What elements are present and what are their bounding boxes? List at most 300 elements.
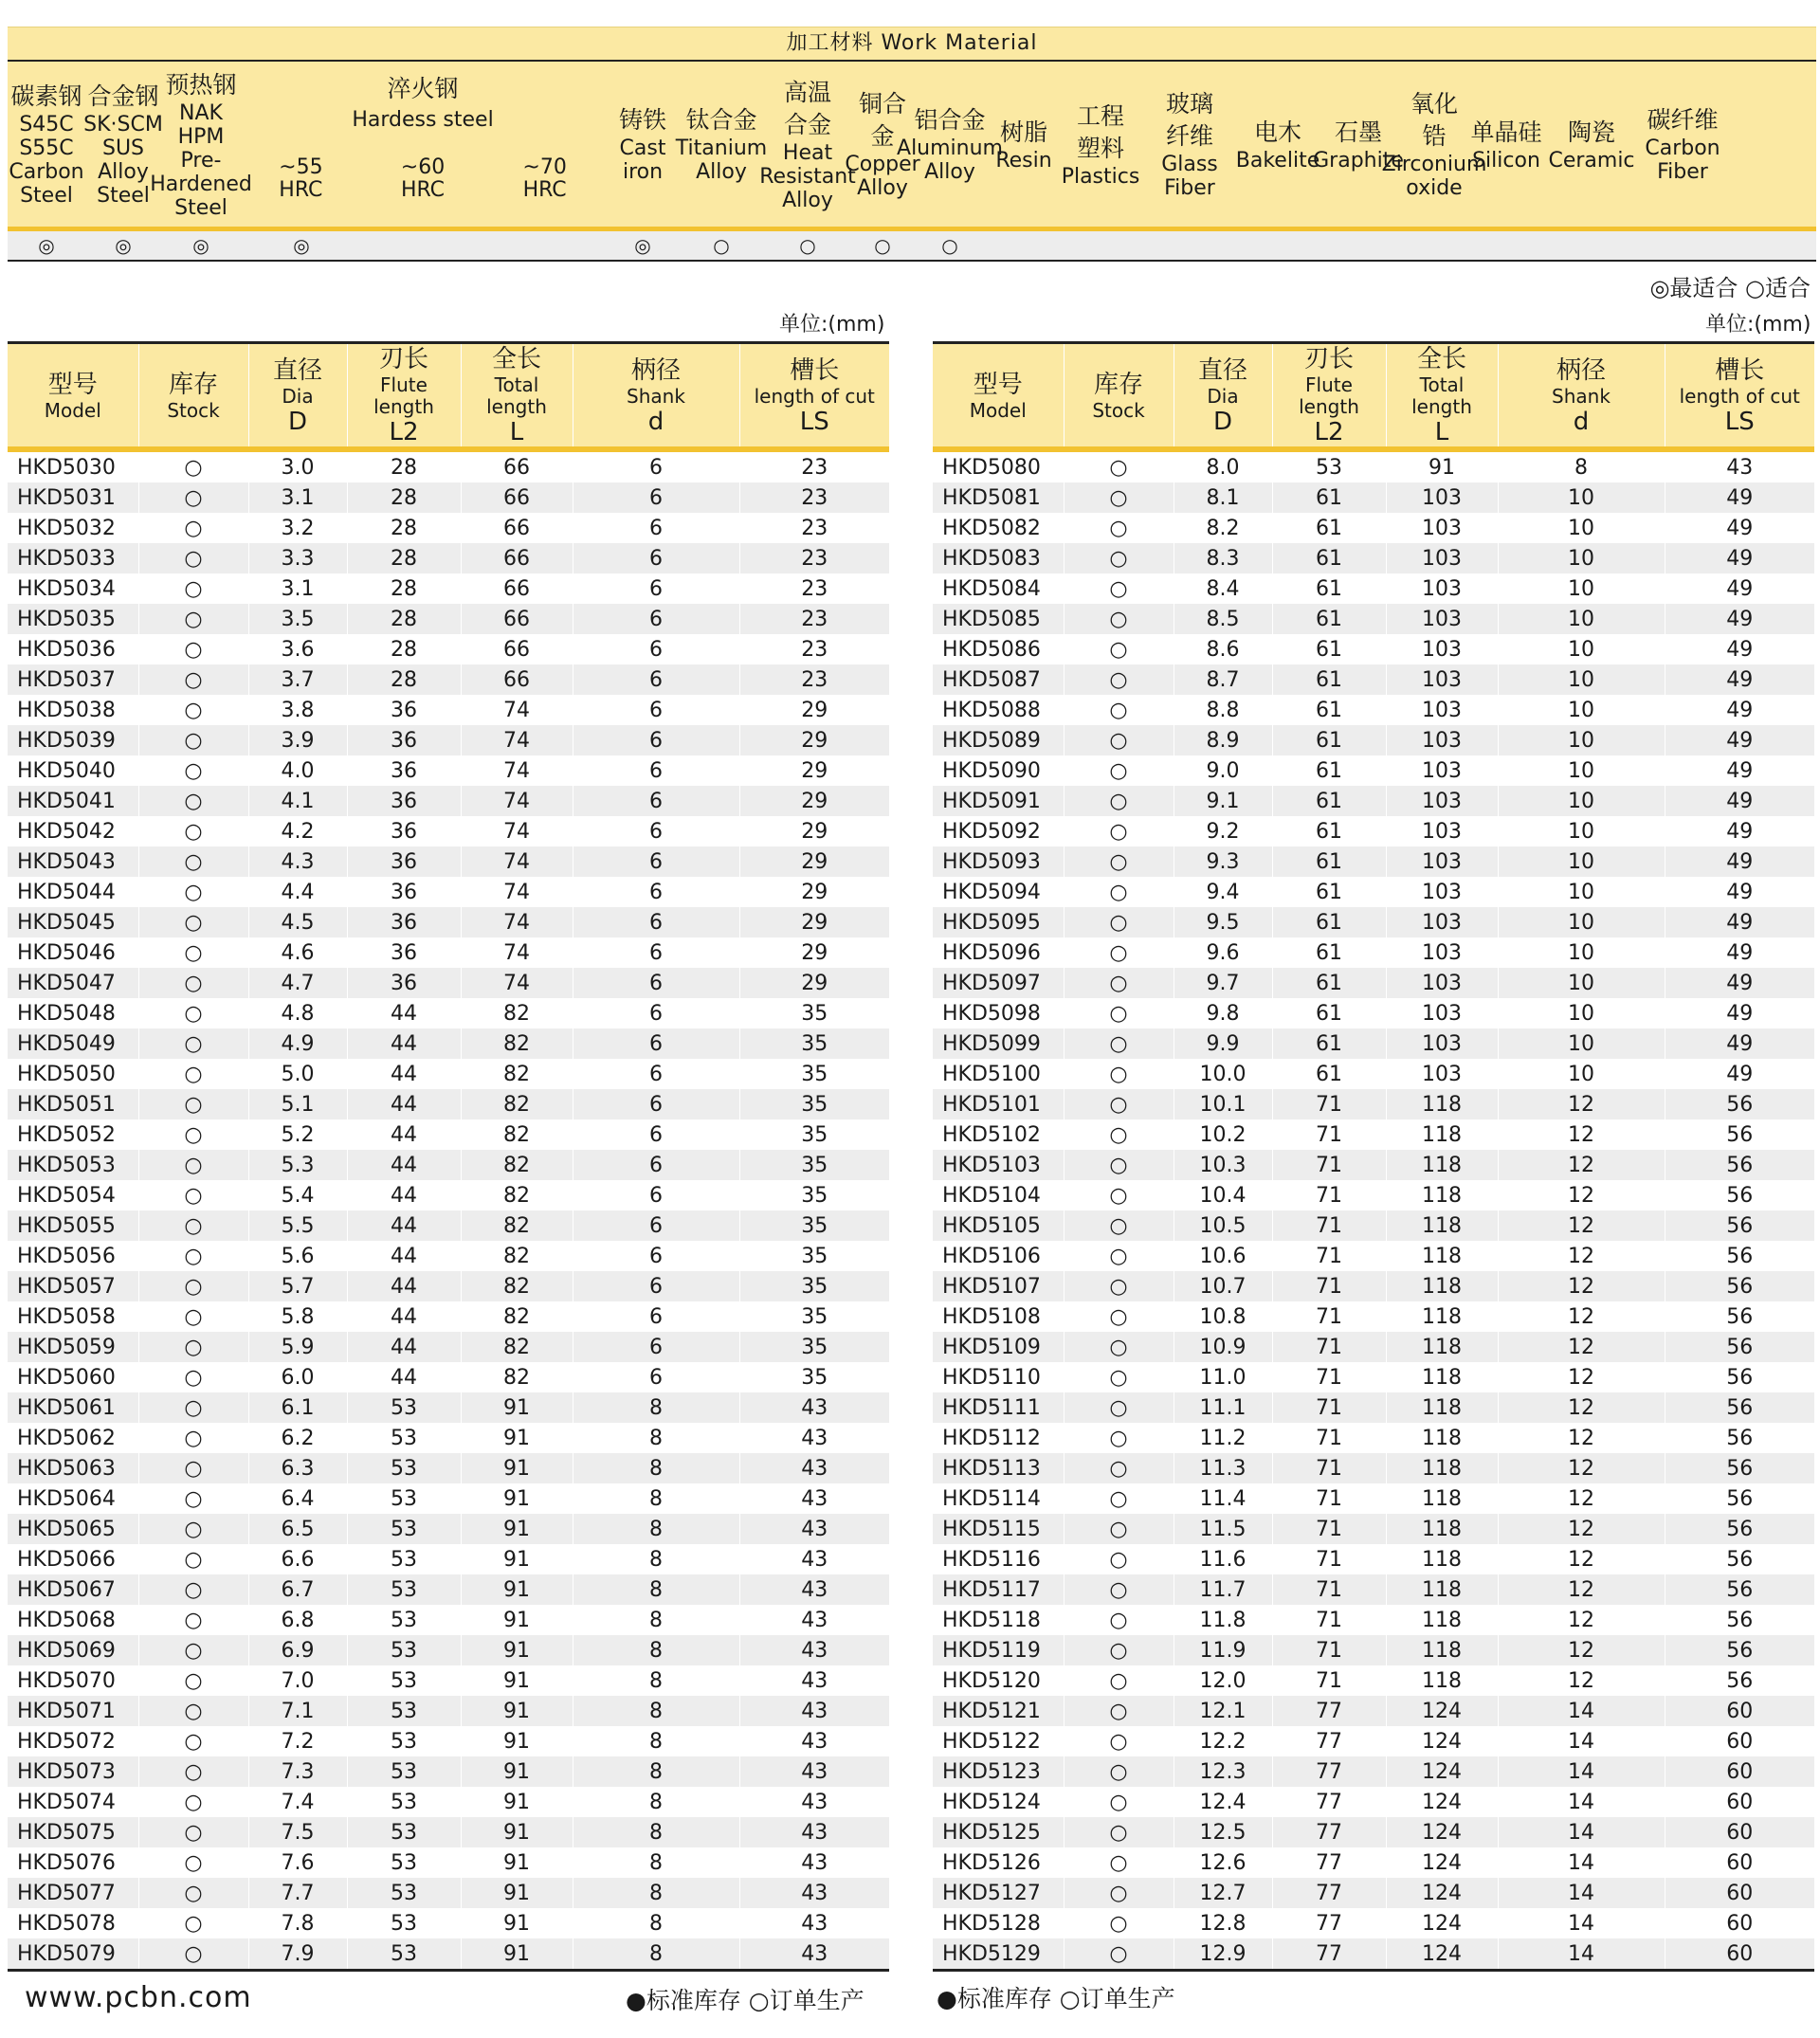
header-en: Total length: [486, 373, 547, 418]
value-cell: 5.0: [248, 1059, 347, 1089]
value-cell: 91: [461, 1514, 573, 1544]
value-cell: 6: [573, 755, 739, 786]
stock-cell: ○: [138, 482, 248, 513]
value-cell: 71: [1272, 1119, 1386, 1150]
column-header: [1064, 343, 1174, 450]
value-cell: 82: [461, 1180, 573, 1210]
model-cell: HKD5085: [933, 604, 1064, 634]
model-cell: HKD5053: [8, 1150, 138, 1180]
stock-cell: ○: [1064, 513, 1174, 543]
value-cell: 56: [1665, 1332, 1814, 1362]
value-cell: 124: [1386, 1696, 1498, 1726]
table-row: [933, 968, 1814, 998]
value-cell: 5.2: [248, 1119, 347, 1150]
value-cell: 91: [461, 1726, 573, 1756]
header-symbol: LS: [1724, 407, 1755, 436]
stock-cell: ○: [138, 755, 248, 786]
value-cell: 61: [1272, 604, 1386, 634]
stock-cell: ○: [1064, 786, 1174, 816]
value-cell: 8: [573, 1574, 739, 1605]
stock-cell: ○: [1064, 755, 1174, 786]
value-cell: 53: [347, 1483, 461, 1514]
material-column: [988, 62, 1060, 227]
model-cell: HKD5035: [8, 604, 138, 634]
material-cn: 碳纤维: [1647, 106, 1719, 134]
stock-cell: ○: [138, 998, 248, 1028]
value-cell: 12: [1498, 1241, 1665, 1271]
material-cn: 预热钢: [165, 70, 237, 99]
table-row: [933, 1665, 1814, 1696]
header-en: Stock: [1092, 398, 1145, 422]
value-cell: 82: [461, 1028, 573, 1059]
model-cell: HKD5124: [942, 1790, 1041, 1814]
model-cell: HKD5091: [933, 786, 1064, 816]
model-cell: HKD5129: [933, 1938, 1064, 1971]
suitability-mark: [1060, 231, 1141, 260]
work-material-panel: [8, 27, 1816, 262]
value-cell: 6: [573, 725, 739, 755]
value-cell: 29: [739, 937, 889, 968]
value-cell: 8.8: [1174, 695, 1272, 725]
value-cell: 43: [739, 1817, 889, 1847]
model-cell: HKD5084: [942, 576, 1041, 601]
table-row: [8, 1059, 889, 1089]
model-cell: HKD5087: [933, 664, 1064, 695]
suitability-mark: [1238, 231, 1318, 260]
table-row: [8, 1392, 889, 1423]
model-cell: HKD5031: [8, 482, 138, 513]
website-url[interactable]: www.pcbn.com: [25, 1981, 252, 2014]
value-cell: 9.4: [1174, 877, 1272, 907]
header-en: Model: [969, 398, 1027, 422]
value-cell: 12: [1498, 1180, 1665, 1210]
table-row: [8, 1817, 889, 1847]
model-cell: HKD5045: [8, 907, 138, 937]
value-cell: 91: [461, 1787, 573, 1817]
stock-cell: ○: [1064, 449, 1174, 482]
stock-cell: ○: [138, 1423, 248, 1453]
value-cell: 77: [1272, 1847, 1386, 1878]
value-cell: 43: [739, 1635, 889, 1665]
value-cell: 91: [461, 1392, 573, 1423]
value-cell: 56: [1665, 1362, 1814, 1392]
stock-cell: ○: [1064, 1726, 1174, 1756]
table-row: [8, 1756, 889, 1787]
stock-cell: ○: [1064, 1756, 1174, 1787]
value-cell: 29: [739, 725, 889, 755]
value-cell: 8: [573, 1938, 739, 1971]
value-cell: 60: [1665, 1817, 1814, 1847]
value-cell: 71: [1272, 1453, 1386, 1483]
value-cell: 103: [1386, 937, 1498, 968]
material-en: Alloy Steel: [97, 160, 150, 208]
value-cell: 56: [1665, 1544, 1814, 1574]
value-cell: 6: [573, 1332, 739, 1362]
header-en: Total length: [1411, 373, 1472, 418]
value-cell: 9.7: [1174, 968, 1272, 998]
stock-cell: ○: [138, 786, 248, 816]
value-cell: 12.8: [1174, 1908, 1272, 1938]
table-row: [8, 816, 889, 846]
model-cell: HKD5061: [8, 1392, 138, 1423]
value-cell: 49: [1665, 937, 1814, 968]
column-header: [1174, 343, 1272, 450]
value-cell: 118: [1386, 1180, 1498, 1210]
value-cell: 36: [347, 725, 461, 755]
model-cell: HKD5101: [933, 1089, 1064, 1119]
value-cell: 74: [461, 816, 573, 846]
value-cell: 4.1: [248, 786, 347, 816]
header-cn: 槽长: [1715, 355, 1765, 385]
header-en: length of cut: [754, 384, 875, 408]
header-en: Dia: [1207, 384, 1239, 408]
value-cell: 10: [1498, 816, 1665, 846]
value-cell: 10: [1498, 907, 1665, 937]
value-cell: 10: [1498, 786, 1665, 816]
stock-cell: ○: [1064, 725, 1174, 755]
value-cell: 8: [573, 1908, 739, 1938]
value-cell: 49: [1665, 786, 1814, 816]
value-cell: 3.1: [248, 573, 347, 604]
value-cell: 29: [739, 786, 889, 816]
model-cell: HKD5094: [942, 880, 1041, 904]
model-cell: HKD5075: [8, 1817, 138, 1847]
header-en: Model: [44, 398, 101, 422]
value-cell: 11.4: [1174, 1483, 1272, 1514]
value-cell: 91: [461, 1605, 573, 1635]
material-cn: 氧化锆: [1410, 90, 1458, 150]
value-cell: 35: [739, 1210, 889, 1241]
value-cell: 49: [1665, 1028, 1814, 1059]
value-cell: 118: [1386, 1089, 1498, 1119]
table-row: [933, 1210, 1814, 1241]
stock-cell: ○: [1064, 1483, 1174, 1514]
model-cell: HKD5086: [942, 637, 1041, 662]
unit-label-right: 单位:(mm): [1705, 313, 1811, 337]
value-cell: 61: [1272, 664, 1386, 695]
value-cell: 56: [1665, 1423, 1814, 1453]
value-cell: 11.6: [1174, 1544, 1272, 1574]
value-cell: 66: [461, 634, 573, 664]
value-cell: 43: [739, 1483, 889, 1514]
table-row: [933, 1787, 1814, 1817]
value-cell: 118: [1386, 1150, 1498, 1180]
value-cell: 118: [1386, 1574, 1498, 1605]
value-cell: 91: [461, 1544, 573, 1574]
value-cell: 44: [347, 998, 461, 1028]
value-cell: 56: [1665, 1150, 1814, 1180]
value-cell: 35: [739, 1332, 889, 1362]
table-row: [933, 1514, 1814, 1544]
model-cell: HKD5046: [17, 940, 116, 965]
model-cell: HKD5090: [942, 758, 1041, 783]
stock-cell: ○: [138, 1514, 248, 1544]
table-row: [933, 1241, 1814, 1271]
spec-table-left: [8, 341, 889, 1972]
value-cell: 14: [1498, 1817, 1665, 1847]
value-cell: 61: [1272, 725, 1386, 755]
header-cn: 型号: [47, 370, 98, 399]
value-cell: 61: [1272, 695, 1386, 725]
value-cell: 49: [1665, 816, 1814, 846]
material-cn: 钛合金: [685, 106, 757, 134]
stock-cell: ○: [1064, 1028, 1174, 1059]
stock-cell: ○: [1064, 1665, 1174, 1696]
value-cell: 5.5: [248, 1210, 347, 1241]
value-cell: 10.3: [1174, 1150, 1272, 1180]
value-cell: 7.0: [248, 1665, 347, 1696]
value-cell: 36: [347, 877, 461, 907]
value-cell: 11.2: [1174, 1423, 1272, 1453]
value-cell: 35: [739, 1241, 889, 1271]
table-header-row: [933, 343, 1814, 450]
value-cell: 118: [1386, 1241, 1498, 1271]
value-cell: 56: [1665, 1301, 1814, 1332]
table-row: [933, 513, 1814, 543]
value-cell: 6.9: [248, 1635, 347, 1665]
material-en: Pre- Hardened Steel: [150, 148, 252, 220]
stock-cell: ○: [138, 513, 248, 543]
table-row: [8, 1301, 889, 1332]
suitability-mark: ○: [941, 234, 958, 257]
value-cell: 118: [1386, 1635, 1498, 1665]
value-cell: 9.0: [1174, 755, 1272, 786]
value-cell: 71: [1272, 1392, 1386, 1423]
value-cell: 74: [461, 755, 573, 786]
value-cell: 9.6: [1174, 937, 1272, 968]
table-row: [8, 482, 889, 513]
value-cell: 9.3: [1174, 846, 1272, 877]
stock-cell: ○: [138, 907, 248, 937]
model-cell: HKD5088: [942, 698, 1041, 722]
stock-cell: ○: [138, 1787, 248, 1817]
header-symbol: d: [1573, 407, 1590, 436]
header-en: Shank: [1552, 384, 1611, 408]
value-cell: 71: [1272, 1210, 1386, 1241]
value-cell: 77: [1272, 1787, 1386, 1817]
stock-cell: ○: [138, 543, 248, 573]
stock-cell: ○: [1064, 846, 1174, 877]
value-cell: 4.0: [248, 755, 347, 786]
value-cell: 28: [347, 543, 461, 573]
table-row: [933, 1483, 1814, 1514]
stock-cell: ○: [138, 695, 248, 725]
value-cell: 43: [739, 1787, 889, 1817]
value-cell: 66: [461, 664, 573, 695]
material-cn: 树脂: [999, 118, 1047, 146]
value-cell: 124: [1386, 1817, 1498, 1847]
value-cell: 23: [739, 543, 889, 573]
value-cell: 49: [1665, 846, 1814, 877]
model-cell: HKD5033: [8, 543, 138, 573]
value-cell: 6.4: [248, 1483, 347, 1514]
value-cell: 10: [1498, 725, 1665, 755]
model-cell: HKD5050: [17, 1062, 116, 1086]
value-cell: 43: [739, 1878, 889, 1908]
stock-cell: ○: [138, 604, 248, 634]
material-cn: 铜合金: [858, 90, 906, 150]
stock-cell: ○: [1064, 1119, 1174, 1150]
table-row: [8, 1544, 889, 1574]
value-cell: 56: [1665, 1605, 1814, 1635]
value-cell: 10.2: [1174, 1119, 1272, 1150]
value-cell: 10.1: [1174, 1089, 1272, 1119]
stock-cell: ○: [1064, 1332, 1174, 1362]
value-cell: 12.2: [1174, 1726, 1272, 1756]
table-row: [933, 1332, 1814, 1362]
value-cell: 8: [573, 1878, 739, 1908]
model-cell: HKD5113: [933, 1453, 1064, 1483]
model-cell: HKD5083: [933, 543, 1064, 573]
table-row: [8, 1332, 889, 1362]
stock-cell: ○: [1064, 1938, 1174, 1971]
stock-legend-right: ●标准库存 ○订单生产: [937, 1985, 1175, 2012]
model-cell: HKD5120: [942, 1668, 1041, 1693]
value-cell: 82: [461, 1089, 573, 1119]
suitability-mark: ○: [874, 234, 891, 257]
stock-cell: ○: [1064, 1059, 1174, 1089]
value-cell: 74: [461, 877, 573, 907]
value-cell: 6.1: [248, 1392, 347, 1423]
value-cell: 103: [1386, 664, 1498, 695]
value-cell: 9.9: [1174, 1028, 1272, 1059]
value-cell: 12: [1498, 1271, 1665, 1301]
table-row: [8, 449, 889, 482]
value-cell: 12.0: [1174, 1665, 1272, 1696]
value-cell: 53: [347, 1392, 461, 1423]
model-cell: HKD5070: [17, 1668, 116, 1693]
material-column: [605, 62, 681, 227]
material-en: Titanium Alloy: [675, 136, 768, 184]
value-cell: 124: [1386, 1908, 1498, 1938]
value-cell: 10.7: [1174, 1271, 1272, 1301]
stock-cell: ○: [138, 634, 248, 664]
table-row: [8, 573, 889, 604]
value-cell: 74: [461, 937, 573, 968]
model-cell: HKD5065: [8, 1514, 138, 1544]
value-cell: 71: [1272, 1574, 1386, 1605]
value-cell: 118: [1386, 1271, 1498, 1301]
column-header: [8, 343, 138, 450]
value-cell: 71: [1272, 1514, 1386, 1544]
value-cell: 118: [1386, 1453, 1498, 1483]
value-cell: 6: [573, 998, 739, 1028]
value-cell: 3.2: [248, 513, 347, 543]
value-cell: 5.6: [248, 1241, 347, 1271]
value-cell: 3.0: [248, 449, 347, 482]
value-cell: 118: [1386, 1301, 1498, 1332]
table-row: [8, 634, 889, 664]
value-cell: 66: [461, 482, 573, 513]
material-cn: 高温 合金: [783, 78, 831, 138]
suitability-mark: ◎: [192, 234, 209, 257]
value-cell: 49: [1665, 604, 1814, 634]
value-cell: 8.6: [1174, 634, 1272, 664]
value-cell: 6: [573, 816, 739, 846]
value-cell: 23: [739, 449, 889, 482]
table-row: [933, 1544, 1814, 1574]
material-column: [150, 62, 252, 227]
suitability-mark: ◎: [293, 234, 310, 257]
value-cell: 77: [1272, 1938, 1386, 1971]
value-cell: 56: [1665, 1453, 1814, 1483]
table-row: [8, 1241, 889, 1271]
table-row: [8, 786, 889, 816]
header-en: Stock: [167, 398, 220, 422]
value-cell: 28: [347, 664, 461, 695]
header-cn: 库存: [1093, 370, 1143, 399]
value-cell: 11.0: [1174, 1362, 1272, 1392]
stock-cell: ○: [1064, 1817, 1174, 1847]
header-en: length of cut: [1679, 384, 1800, 408]
hardness-grades: [241, 156, 605, 202]
value-cell: 66: [461, 513, 573, 543]
model-cell: HKD5077: [8, 1878, 138, 1908]
column-header: [248, 343, 347, 450]
value-cell: 8.2: [1174, 513, 1272, 543]
stock-cell: ○: [1064, 1878, 1174, 1908]
material-cn: 合金钢: [87, 82, 159, 110]
model-cell: HKD5110: [942, 1365, 1041, 1390]
value-cell: 9.2: [1174, 816, 1272, 846]
value-cell: 6: [573, 1119, 739, 1150]
model-cell: HKD5067: [8, 1574, 138, 1605]
header-en: Flute length: [1299, 373, 1359, 418]
model-cell: HKD5105: [933, 1210, 1064, 1241]
stock-cell: ○: [1064, 1180, 1174, 1210]
header-symbol: D: [287, 407, 308, 436]
value-cell: 35: [739, 1059, 889, 1089]
value-cell: 53: [347, 1665, 461, 1696]
value-cell: 74: [461, 968, 573, 998]
model-cell: HKD5064: [17, 1486, 116, 1511]
material-headers: [8, 62, 1816, 227]
stock-cell: ○: [138, 449, 248, 482]
value-cell: 43: [739, 1392, 889, 1423]
value-cell: 103: [1386, 907, 1498, 937]
value-cell: 53: [347, 1908, 461, 1938]
stock-cell: ○: [1064, 1514, 1174, 1544]
model-cell: HKD5106: [942, 1244, 1041, 1268]
table-row: [8, 543, 889, 573]
table-row: [933, 1271, 1814, 1301]
material-cn: 陶瓷: [1567, 118, 1615, 146]
value-cell: 91: [461, 1665, 573, 1696]
value-cell: 77: [1272, 1726, 1386, 1756]
table-row: [8, 664, 889, 695]
model-cell: HKD5052: [17, 1122, 116, 1147]
value-cell: 23: [739, 664, 889, 695]
suitability-mark: ◎: [38, 234, 55, 257]
value-cell: 7.6: [248, 1847, 347, 1878]
table-row: [8, 998, 889, 1028]
value-cell: 91: [461, 1878, 573, 1908]
value-cell: 6: [573, 1180, 739, 1210]
table-row: [933, 1696, 1814, 1726]
material-en: Heat Resistant Alloy: [759, 140, 856, 212]
value-cell: 8: [573, 1756, 739, 1787]
model-cell: HKD5095: [933, 907, 1064, 937]
work-material-title: 加工材料 Work Material: [8, 27, 1816, 60]
hardness-grade: ~60 HRC: [400, 155, 446, 202]
value-cell: 8: [573, 1605, 739, 1635]
table-row: [933, 482, 1814, 513]
material-en: Aluminum Alloy: [897, 136, 1003, 184]
value-cell: 56: [1665, 1089, 1814, 1119]
value-cell: 3.8: [248, 695, 347, 725]
suitability-mark: [1318, 231, 1399, 260]
value-cell: 8.4: [1174, 573, 1272, 604]
